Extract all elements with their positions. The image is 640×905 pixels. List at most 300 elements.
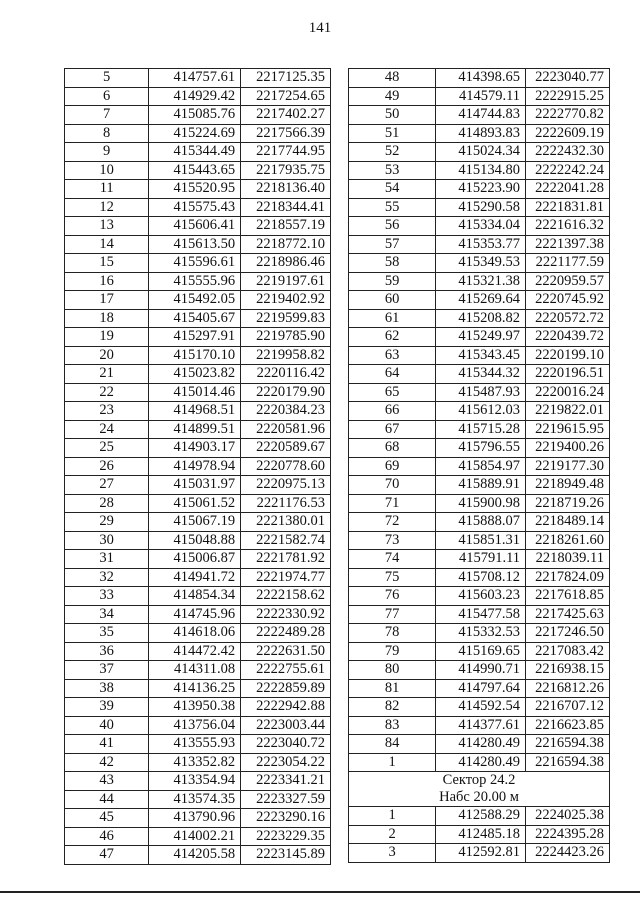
point-number: 16 — [65, 272, 149, 291]
point-number: 41 — [65, 735, 149, 754]
table-row — [349, 87, 610, 106]
x-coordinate: 412588.29 — [436, 807, 526, 826]
x-coordinate: 415169.65 — [436, 642, 526, 661]
x-coordinate: 413352.82 — [149, 753, 241, 772]
table-row — [349, 642, 610, 661]
table-row — [65, 143, 331, 162]
x-coordinate: 415269.64 — [436, 291, 526, 310]
table-row — [65, 87, 331, 106]
x-coordinate: 414311.08 — [149, 661, 241, 680]
point-number: 21 — [65, 365, 149, 384]
table-row — [349, 143, 610, 162]
table-row — [65, 550, 331, 569]
x-coordinate: 413790.96 — [149, 809, 241, 828]
table-row — [349, 698, 610, 717]
x-coordinate: 415014.46 — [149, 383, 241, 402]
y-coordinate: 2216707.12 — [526, 698, 610, 717]
table-row — [65, 69, 331, 88]
bottom-rule — [0, 891, 640, 893]
y-coordinate: 2217125.35 — [241, 69, 331, 88]
coordinates-table-left — [64, 68, 331, 865]
x-coordinate: 414472.42 — [149, 642, 241, 661]
table-row — [349, 624, 610, 643]
point-number: 23 — [65, 402, 149, 421]
x-coordinate: 415048.88 — [149, 531, 241, 550]
y-coordinate: 2223003.44 — [241, 716, 331, 735]
table-row — [65, 716, 331, 735]
point-number: 47 — [65, 846, 149, 865]
point-number: 11 — [65, 180, 149, 199]
x-coordinate: 415854.97 — [436, 457, 526, 476]
point-number: 76 — [349, 587, 436, 606]
point-number: 7 — [65, 106, 149, 125]
point-number: 45 — [65, 809, 149, 828]
point-number: 62 — [349, 328, 436, 347]
table-row — [349, 217, 610, 236]
y-coordinate: 2216938.15 — [526, 661, 610, 680]
y-coordinate: 2222631.50 — [241, 642, 331, 661]
y-coordinate: 2220384.23 — [241, 402, 331, 421]
table-row — [65, 235, 331, 254]
point-number: 44 — [65, 790, 149, 809]
table-row — [349, 661, 610, 680]
table-row — [65, 402, 331, 421]
point-number: 6 — [65, 87, 149, 106]
table-row — [65, 827, 331, 846]
y-coordinate: 2223040.77 — [526, 69, 610, 88]
table-row — [65, 365, 331, 384]
point-number: 53 — [349, 161, 436, 180]
x-coordinate: 414280.49 — [436, 735, 526, 754]
point-number: 27 — [65, 476, 149, 495]
y-coordinate: 2220196.51 — [526, 365, 610, 384]
y-coordinate: 2219402.92 — [241, 291, 331, 310]
x-coordinate: 415851.31 — [436, 531, 526, 550]
x-coordinate: 415332.53 — [436, 624, 526, 643]
x-coordinate: 415061.52 — [149, 494, 241, 513]
x-coordinate: 415487.93 — [436, 383, 526, 402]
table-row — [65, 254, 331, 273]
point-number: 82 — [349, 698, 436, 717]
y-coordinate: 2216594.38 — [526, 735, 610, 754]
y-coordinate: 2220116.42 — [241, 365, 331, 384]
y-coordinate: 2219822.01 — [526, 402, 610, 421]
sector-header-row — [349, 772, 610, 807]
table-row — [349, 531, 610, 550]
point-number: 78 — [349, 624, 436, 643]
point-number: 42 — [65, 753, 149, 772]
point-number: 19 — [65, 328, 149, 347]
y-coordinate: 2217254.65 — [241, 87, 331, 106]
y-coordinate: 2222609.19 — [526, 124, 610, 143]
table-row — [349, 513, 610, 532]
y-coordinate: 2221177.59 — [526, 254, 610, 273]
table-row — [349, 180, 610, 199]
point-number: 31 — [65, 550, 149, 569]
table-row — [349, 735, 610, 754]
x-coordinate: 414968.51 — [149, 402, 241, 421]
y-coordinate: 2221974.77 — [241, 568, 331, 587]
y-coordinate: 2218719.26 — [526, 494, 610, 513]
x-coordinate: 415353.77 — [436, 235, 526, 254]
table-row — [65, 457, 331, 476]
x-coordinate: 414744.83 — [436, 106, 526, 125]
y-coordinate: 2220199.10 — [526, 346, 610, 365]
y-coordinate: 2216623.85 — [526, 716, 610, 735]
y-coordinate: 2221176.53 — [241, 494, 331, 513]
sector-header — [349, 772, 610, 807]
x-coordinate: 415085.76 — [149, 106, 241, 125]
table-row — [349, 106, 610, 125]
y-coordinate: 2220439.72 — [526, 328, 610, 347]
x-coordinate: 415134.80 — [436, 161, 526, 180]
y-coordinate: 2222041.28 — [526, 180, 610, 199]
y-coordinate: 2218261.60 — [526, 531, 610, 550]
x-coordinate: 414136.25 — [149, 679, 241, 698]
y-coordinate: 2220581.96 — [241, 420, 331, 439]
table-row — [349, 568, 610, 587]
point-number: 20 — [65, 346, 149, 365]
x-coordinate: 415334.04 — [436, 217, 526, 236]
x-coordinate: 415208.82 — [436, 309, 526, 328]
y-coordinate: 2220179.90 — [241, 383, 331, 402]
page-number: 141 — [308, 20, 332, 36]
y-coordinate: 2224395.28 — [526, 825, 610, 844]
table-row — [65, 272, 331, 291]
x-coordinate: 415297.91 — [149, 328, 241, 347]
point-number: 34 — [65, 605, 149, 624]
point-number: 17 — [65, 291, 149, 310]
point-number: 24 — [65, 420, 149, 439]
y-coordinate: 2222432.30 — [526, 143, 610, 162]
x-coordinate: 415555.96 — [149, 272, 241, 291]
table-row — [349, 825, 610, 844]
table-row — [65, 568, 331, 587]
point-number: 72 — [349, 513, 436, 532]
y-coordinate: 2223145.89 — [241, 846, 331, 865]
y-coordinate: 2223327.59 — [241, 790, 331, 809]
table-row — [65, 180, 331, 199]
table-row — [349, 235, 610, 254]
x-coordinate: 415067.19 — [149, 513, 241, 532]
y-coordinate: 2223290.16 — [241, 809, 331, 828]
point-number: 71 — [349, 494, 436, 513]
y-coordinate: 2221616.32 — [526, 217, 610, 236]
x-coordinate: 415791.11 — [436, 550, 526, 569]
table-row — [65, 328, 331, 347]
point-number: 51 — [349, 124, 436, 143]
x-coordinate: 414929.42 — [149, 87, 241, 106]
table-row — [349, 716, 610, 735]
x-coordinate: 414990.71 — [436, 661, 526, 680]
y-coordinate: 2219599.83 — [241, 309, 331, 328]
table-row — [65, 698, 331, 717]
y-coordinate: 2217824.09 — [526, 568, 610, 587]
point-number: 81 — [349, 679, 436, 698]
y-coordinate: 2218557.19 — [241, 217, 331, 236]
table-row — [349, 402, 610, 421]
x-coordinate: 415344.32 — [436, 365, 526, 384]
y-coordinate: 2220778.60 — [241, 457, 331, 476]
point-number: 18 — [65, 309, 149, 328]
point-number: 74 — [349, 550, 436, 569]
point-number: 1 — [349, 807, 436, 826]
x-coordinate: 415443.65 — [149, 161, 241, 180]
x-coordinate: 413950.38 — [149, 698, 241, 717]
y-coordinate: 2222942.88 — [241, 698, 331, 717]
y-coordinate: 2219197.61 — [241, 272, 331, 291]
x-coordinate: 412592.81 — [436, 844, 526, 863]
x-coordinate: 414893.83 — [436, 124, 526, 143]
y-coordinate: 2223040.72 — [241, 735, 331, 754]
table-row — [349, 365, 610, 384]
y-coordinate: 2222859.89 — [241, 679, 331, 698]
point-number: 84 — [349, 735, 436, 754]
table-row — [349, 605, 610, 624]
table-row — [65, 124, 331, 143]
x-coordinate: 415708.12 — [436, 568, 526, 587]
table-row — [65, 661, 331, 680]
point-number: 56 — [349, 217, 436, 236]
point-number: 61 — [349, 309, 436, 328]
table-row — [65, 735, 331, 754]
y-coordinate: 2222158.62 — [241, 587, 331, 606]
x-coordinate: 414592.54 — [436, 698, 526, 717]
x-coordinate: 415575.43 — [149, 198, 241, 217]
x-coordinate: 415889.91 — [436, 476, 526, 495]
x-coordinate: 414398.65 — [436, 69, 526, 88]
point-number: 66 — [349, 402, 436, 421]
point-number: 35 — [65, 624, 149, 643]
table-row — [65, 494, 331, 513]
point-number: 77 — [349, 605, 436, 624]
sector-title: Сектор 24.2 — [442, 772, 516, 788]
point-number: 50 — [349, 106, 436, 125]
y-coordinate: 2221831.81 — [526, 198, 610, 217]
x-coordinate: 415290.58 — [436, 198, 526, 217]
x-coordinate: 414618.06 — [149, 624, 241, 643]
point-number: 1 — [349, 753, 436, 772]
table-row — [349, 679, 610, 698]
x-coordinate: 415900.98 — [436, 494, 526, 513]
table-row — [349, 328, 610, 347]
y-coordinate: 2223054.22 — [241, 753, 331, 772]
table-row — [65, 217, 331, 236]
x-coordinate: 415796.55 — [436, 439, 526, 458]
y-coordinate: 2220975.13 — [241, 476, 331, 495]
x-coordinate: 414280.49 — [436, 753, 526, 772]
table-row — [65, 513, 331, 532]
point-number: 64 — [349, 365, 436, 384]
point-number: 5 — [65, 69, 149, 88]
point-number: 32 — [65, 568, 149, 587]
point-number: 65 — [349, 383, 436, 402]
point-number: 68 — [349, 439, 436, 458]
table-row — [65, 346, 331, 365]
table-row — [349, 807, 610, 826]
point-number: 75 — [349, 568, 436, 587]
point-number: 48 — [349, 69, 436, 88]
x-coordinate: 415344.49 — [149, 143, 241, 162]
table-row — [349, 550, 610, 569]
y-coordinate: 2219177.30 — [526, 457, 610, 476]
point-number: 37 — [65, 661, 149, 680]
point-number: 83 — [349, 716, 436, 735]
y-coordinate: 2219400.26 — [526, 439, 610, 458]
point-number: 46 — [65, 827, 149, 846]
table-row — [65, 624, 331, 643]
x-coordinate: 415596.61 — [149, 254, 241, 273]
point-number: 40 — [65, 716, 149, 735]
point-number: 67 — [349, 420, 436, 439]
point-number: 63 — [349, 346, 436, 365]
y-coordinate: 2217402.27 — [241, 106, 331, 125]
y-coordinate: 2222330.92 — [241, 605, 331, 624]
point-number: 69 — [349, 457, 436, 476]
y-coordinate: 2218039.11 — [526, 550, 610, 569]
point-number: 29 — [65, 513, 149, 532]
x-coordinate: 413574.35 — [149, 790, 241, 809]
y-coordinate: 2220016.24 — [526, 383, 610, 402]
table-row — [349, 494, 610, 513]
x-coordinate: 415343.45 — [436, 346, 526, 365]
y-coordinate: 2222755.61 — [241, 661, 331, 680]
y-coordinate: 2217566.39 — [241, 124, 331, 143]
x-coordinate: 414941.72 — [149, 568, 241, 587]
table-row — [65, 476, 331, 495]
point-number: 8 — [65, 124, 149, 143]
point-number: 39 — [65, 698, 149, 717]
table-row — [349, 476, 610, 495]
table-row — [349, 124, 610, 143]
x-coordinate: 415715.28 — [436, 420, 526, 439]
table-row — [65, 679, 331, 698]
y-coordinate: 2222489.28 — [241, 624, 331, 643]
point-number: 26 — [65, 457, 149, 476]
table-row — [65, 753, 331, 772]
x-coordinate: 415405.67 — [149, 309, 241, 328]
y-coordinate: 2217083.42 — [526, 642, 610, 661]
y-coordinate: 2216812.26 — [526, 679, 610, 698]
point-number: 49 — [349, 87, 436, 106]
point-number: 80 — [349, 661, 436, 680]
x-coordinate: 414745.96 — [149, 605, 241, 624]
y-coordinate: 2218986.46 — [241, 254, 331, 273]
point-number: 54 — [349, 180, 436, 199]
table-row — [65, 420, 331, 439]
table-row — [65, 642, 331, 661]
y-coordinate: 2223229.35 — [241, 827, 331, 846]
y-coordinate: 2222242.24 — [526, 161, 610, 180]
table-row — [65, 198, 331, 217]
point-number: 9 — [65, 143, 149, 162]
y-coordinate: 2221380.01 — [241, 513, 331, 532]
x-coordinate: 414377.61 — [436, 716, 526, 735]
y-coordinate: 2218344.41 — [241, 198, 331, 217]
x-coordinate: 415249.97 — [436, 328, 526, 347]
x-coordinate: 414899.51 — [149, 420, 241, 439]
point-number: 57 — [349, 235, 436, 254]
x-coordinate: 415477.58 — [436, 605, 526, 624]
y-coordinate: 2217935.75 — [241, 161, 331, 180]
x-coordinate: 412485.18 — [436, 825, 526, 844]
table-row — [65, 291, 331, 310]
table-row — [349, 439, 610, 458]
x-coordinate: 415606.41 — [149, 217, 241, 236]
x-coordinate: 415224.69 — [149, 124, 241, 143]
point-number: 79 — [349, 642, 436, 661]
y-coordinate: 2217744.95 — [241, 143, 331, 162]
point-number: 12 — [65, 198, 149, 217]
table-row — [349, 383, 610, 402]
x-coordinate: 414002.21 — [149, 827, 241, 846]
point-number: 22 — [65, 383, 149, 402]
table-row — [65, 809, 331, 828]
x-coordinate: 415492.05 — [149, 291, 241, 310]
point-number: 25 — [65, 439, 149, 458]
table-row — [349, 309, 610, 328]
y-coordinate: 2220745.92 — [526, 291, 610, 310]
y-coordinate: 2217246.50 — [526, 624, 610, 643]
x-coordinate: 415006.87 — [149, 550, 241, 569]
y-coordinate: 2222915.25 — [526, 87, 610, 106]
x-coordinate: 415321.38 — [436, 272, 526, 291]
y-coordinate: 2221582.74 — [241, 531, 331, 550]
point-number: 13 — [65, 217, 149, 236]
point-number: 15 — [65, 254, 149, 273]
point-number: 36 — [65, 642, 149, 661]
y-coordinate: 2217425.63 — [526, 605, 610, 624]
x-coordinate: 415520.95 — [149, 180, 241, 199]
table-row — [65, 772, 331, 791]
y-coordinate: 2217618.85 — [526, 587, 610, 606]
y-coordinate: 2218772.10 — [241, 235, 331, 254]
x-coordinate: 415023.82 — [149, 365, 241, 384]
x-coordinate: 415170.10 — [149, 346, 241, 365]
point-number: 52 — [349, 143, 436, 162]
table-row — [349, 272, 610, 291]
point-number: 28 — [65, 494, 149, 513]
point-number: 58 — [349, 254, 436, 273]
table-row — [349, 457, 610, 476]
x-coordinate: 415603.23 — [436, 587, 526, 606]
x-coordinate: 414978.94 — [149, 457, 241, 476]
table-row — [349, 753, 610, 772]
x-coordinate: 414757.61 — [149, 69, 241, 88]
point-number: 43 — [65, 772, 149, 791]
point-number: 55 — [349, 198, 436, 217]
y-coordinate: 2219958.82 — [241, 346, 331, 365]
y-coordinate: 2220589.67 — [241, 439, 331, 458]
point-number: 33 — [65, 587, 149, 606]
table-row — [349, 198, 610, 217]
x-coordinate: 415612.03 — [436, 402, 526, 421]
table-row — [65, 309, 331, 328]
point-number: 10 — [65, 161, 149, 180]
point-number: 70 — [349, 476, 436, 495]
x-coordinate: 414205.58 — [149, 846, 241, 865]
point-number: 2 — [349, 825, 436, 844]
y-coordinate: 2221781.92 — [241, 550, 331, 569]
table-row — [349, 420, 610, 439]
point-number: 14 — [65, 235, 149, 254]
table-row — [65, 439, 331, 458]
point-number: 30 — [65, 531, 149, 550]
table-row — [65, 790, 331, 809]
y-coordinate: 2218136.40 — [241, 180, 331, 199]
x-coordinate: 415888.07 — [436, 513, 526, 532]
y-coordinate: 2223341.21 — [241, 772, 331, 791]
